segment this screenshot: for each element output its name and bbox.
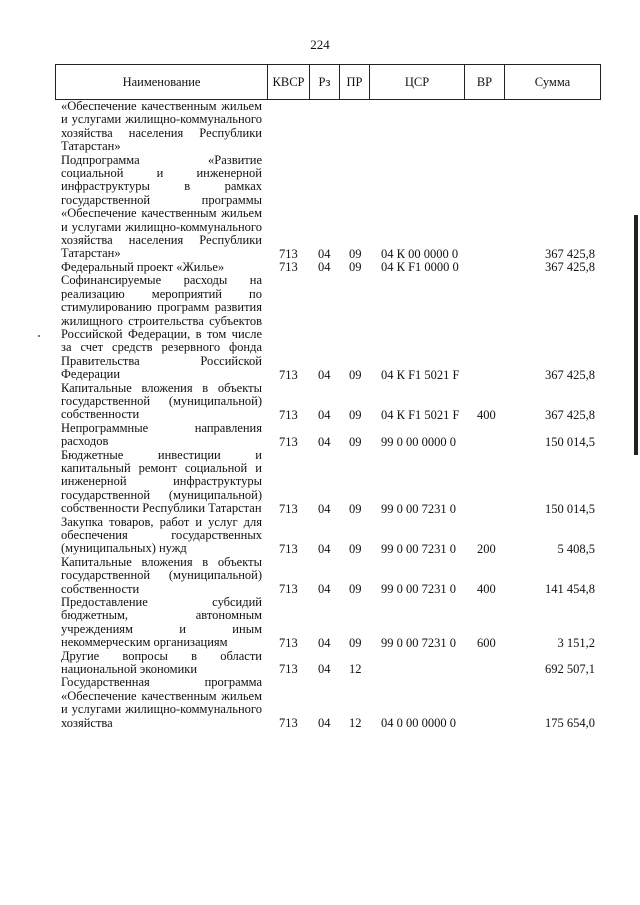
row-csr: 99 0 00 7231 0 xyxy=(381,635,456,650)
row-csr: 99 0 00 7231 0 xyxy=(381,541,456,556)
row-kvsr: 713 xyxy=(279,662,298,677)
row-rz: 04 xyxy=(318,635,331,650)
row-kvsr: 713 xyxy=(279,434,298,449)
row-name: Федеральный проект «Жилье» xyxy=(61,259,225,274)
table-row xyxy=(0,382,640,422)
row-sum: 3 151,2 xyxy=(557,635,595,650)
row-vr: 600 xyxy=(477,635,496,650)
row-pr: 09 xyxy=(349,582,362,597)
row-vr: 200 xyxy=(477,541,496,556)
row-pr: 09 xyxy=(349,407,362,422)
row-rz: 04 xyxy=(318,260,331,275)
row-name: Предоставление субсидий бюджетным, автономным учреждениям и иным некоммерческим организациям xyxy=(61,595,262,650)
scan-speck xyxy=(38,335,40,337)
table-row xyxy=(0,516,640,556)
table-row xyxy=(0,556,640,596)
row-kvsr: 713 xyxy=(279,635,298,650)
row-kvsr: 713 xyxy=(279,260,298,275)
row-kvsr: 713 xyxy=(279,582,298,597)
row-name: Софинансируемые расходы на реализацию мероприятий по стимулированию программ развития жилищного строительства субъектов Российской Федерации, в том числе за счет средств резервного фонда Правительства Российской Федерации xyxy=(61,273,262,382)
row-pr: 12 xyxy=(349,716,362,731)
row-sum: 367 425,8 xyxy=(545,246,595,261)
row-name: Подпрограмма «Развитие социальной и инженерной инфраструктуры в рамках государственной программы «Обеспечение качественным жильем и услугами жилищно-коммунального хозяйства населения Республики Татарстан» xyxy=(61,152,262,261)
row-csr: 99 0 00 7231 0 xyxy=(381,501,456,516)
row-name: Другие вопросы в области национальной экономики xyxy=(61,648,262,677)
table-body xyxy=(0,100,640,730)
row-rz: 04 xyxy=(318,716,331,731)
row-name: «Обеспечение качественным жильем и услугами жилищно-коммунального хозяйства населения Республики Татарстан» xyxy=(61,99,262,154)
row-rz: 04 xyxy=(318,367,331,382)
row-csr: 99 0 00 0000 0 xyxy=(381,434,456,449)
row-rz: 04 xyxy=(318,434,331,449)
row-sum: 367 425,8 xyxy=(545,407,595,422)
row-name: Капитальные вложения в объекты государственной (муниципальной) собственности xyxy=(61,554,262,596)
row-pr: 09 xyxy=(349,246,362,261)
table-row xyxy=(0,596,640,650)
row-vr: 400 xyxy=(477,407,496,422)
row-pr: 12 xyxy=(349,662,362,677)
table-row xyxy=(0,274,640,381)
row-csr: 04 0 00 0000 0 xyxy=(381,716,456,731)
row-sum: 175 654,0 xyxy=(545,716,595,731)
row-sum: 5 408,5 xyxy=(557,541,595,556)
row-name: Закупка товаров, работ и услуг для обеспечения государственных (муниципальных) нужд xyxy=(61,514,262,556)
row-csr: 99 0 00 7231 0 xyxy=(381,582,456,597)
table-row xyxy=(0,100,640,154)
row-csr: 04 К F1 5021 F xyxy=(381,407,460,422)
row-rz: 04 xyxy=(318,662,331,677)
row-kvsr: 713 xyxy=(279,407,298,422)
scan-edge-bar xyxy=(634,215,638,455)
row-rz: 04 xyxy=(318,246,331,261)
row-csr: 04 К F1 0000 0 xyxy=(381,260,459,275)
row-pr: 09 xyxy=(349,501,362,516)
row-rz: 04 xyxy=(318,501,331,516)
row-pr: 09 xyxy=(349,541,362,556)
row-csr: 04 К F1 5021 F xyxy=(381,367,460,382)
row-sum: 141 454,8 xyxy=(545,582,595,597)
header-pr: ПР xyxy=(340,65,370,100)
table-row xyxy=(0,449,640,516)
table-row xyxy=(0,422,640,449)
header-rz: Рз xyxy=(310,65,340,100)
row-pr: 09 xyxy=(349,260,362,275)
row-pr: 09 xyxy=(349,434,362,449)
header-csr: ЦСР xyxy=(370,65,465,100)
row-name: Непрограммные направления расходов xyxy=(61,420,262,449)
row-sum: 150 014,5 xyxy=(545,501,595,516)
row-csr: 04 К 00 0000 0 xyxy=(381,246,459,261)
row-pr: 09 xyxy=(349,367,362,382)
table-row xyxy=(0,261,640,274)
row-pr: 09 xyxy=(349,635,362,650)
row-sum: 367 425,8 xyxy=(545,367,595,382)
table-header xyxy=(55,64,601,100)
header-vr: ВР xyxy=(465,65,505,100)
row-kvsr: 713 xyxy=(279,501,298,516)
row-sum: 150 014,5 xyxy=(545,434,595,449)
row-kvsr: 713 xyxy=(279,367,298,382)
row-sum: 367 425,8 xyxy=(545,260,595,275)
row-vr: 400 xyxy=(477,582,496,597)
row-kvsr: 713 xyxy=(279,541,298,556)
header-kvsr: КВСР xyxy=(268,65,310,100)
table-row xyxy=(0,650,640,677)
row-rz: 04 xyxy=(318,407,331,422)
row-sum: 692 507,1 xyxy=(545,662,595,677)
row-name: Бюджетные инвестиции и капитальный ремонт социальной и инженерной инфраструктуры государственной (муниципальной) собственности Республики Татарстан xyxy=(61,447,262,516)
row-name: Государственная программа «Обеспечение качественным жильем и услугами жилищно-коммунального хозяйства xyxy=(61,675,262,730)
row-rz: 04 xyxy=(318,541,331,556)
row-rz: 04 xyxy=(318,582,331,597)
row-name: Капитальные вложения в объекты государственной (муниципальной) собственности xyxy=(61,380,262,422)
table-row xyxy=(0,676,640,730)
table-row xyxy=(0,154,640,261)
header-sum: Сумма xyxy=(505,65,601,100)
row-kvsr: 713 xyxy=(279,716,298,731)
header-name: Наименование xyxy=(56,65,268,100)
row-kvsr: 713 xyxy=(279,246,298,261)
page-number: 224 xyxy=(310,37,330,52)
